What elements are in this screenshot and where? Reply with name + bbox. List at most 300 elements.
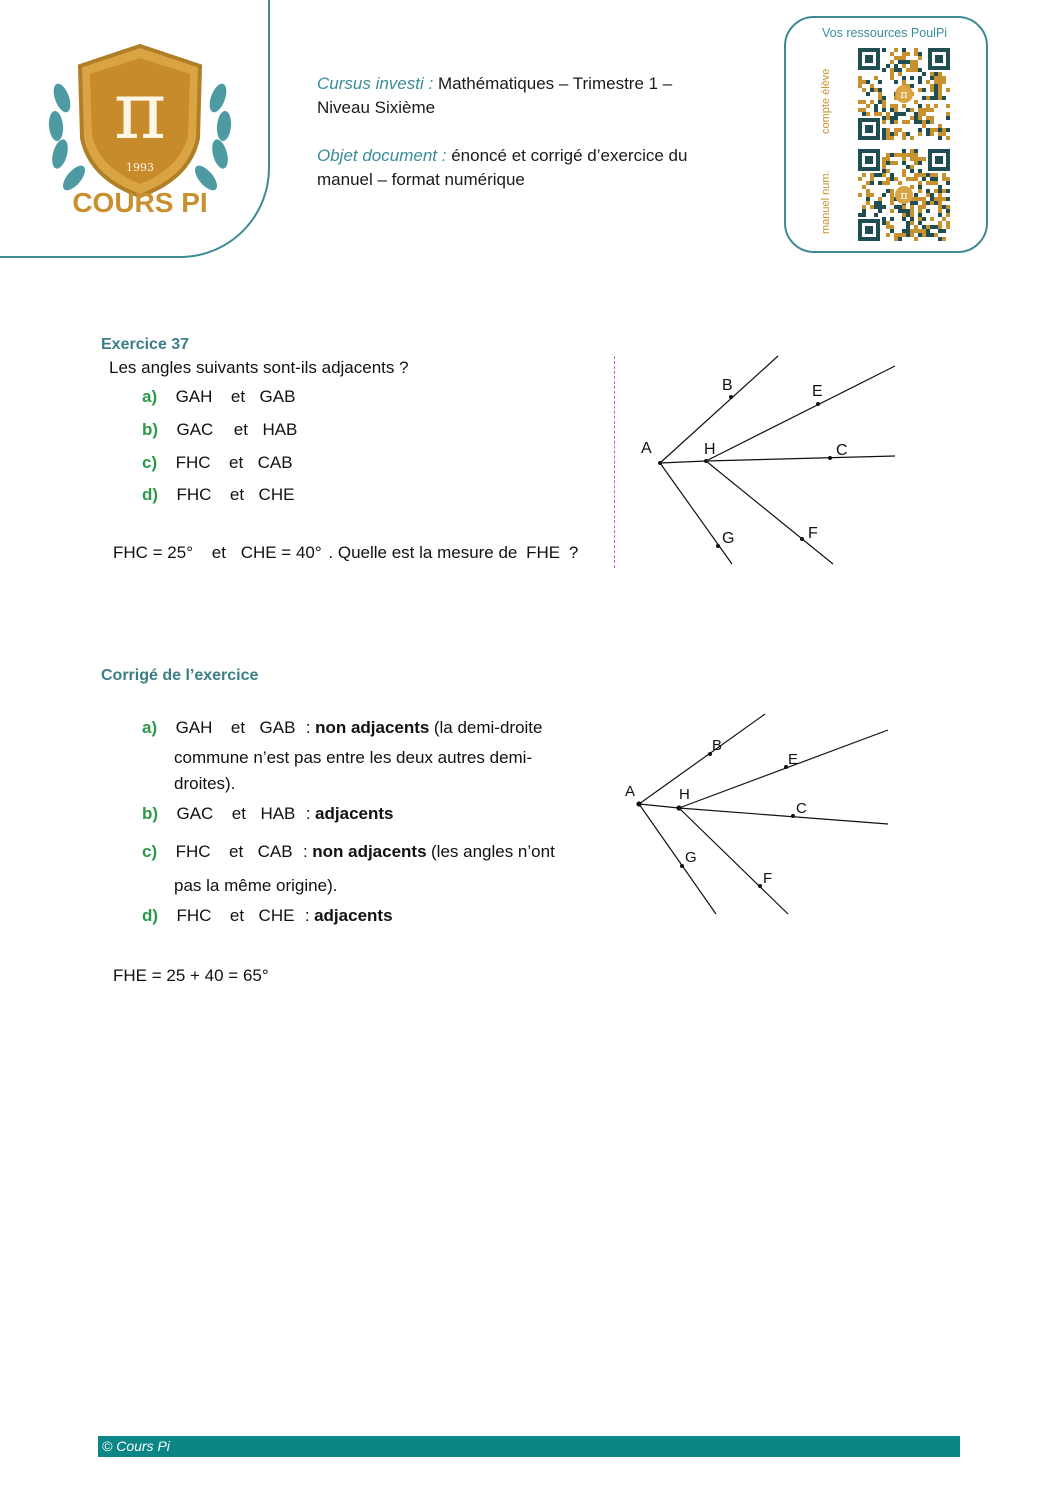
qr-module <box>930 217 934 221</box>
angle-left: GAC <box>176 420 214 439</box>
qr-module <box>910 60 914 64</box>
qr-module <box>930 181 934 185</box>
qr-module <box>946 128 950 132</box>
angle-left: FHC <box>175 453 211 472</box>
qr-module <box>910 221 914 225</box>
qr-module <box>890 52 894 56</box>
qr-module <box>866 189 870 193</box>
qr-module <box>914 48 918 52</box>
qr-module <box>894 205 898 209</box>
verdict: adjacents <box>314 906 393 925</box>
qr-module <box>934 80 938 84</box>
qr-module <box>890 189 894 193</box>
qr-code-student[interactable] <box>858 48 950 140</box>
qr-module <box>926 96 930 100</box>
svg-text:π: π <box>900 88 908 101</box>
question-d <box>142 485 294 505</box>
qr-module <box>930 193 934 197</box>
qr-module <box>942 76 946 80</box>
qr-module <box>878 197 882 201</box>
conjunction: et <box>231 804 246 823</box>
point-e <box>816 402 820 406</box>
angle-left: FHC <box>175 842 211 861</box>
qr-label-student: compte élève <box>820 68 832 134</box>
qr-module <box>902 161 906 165</box>
qr-module <box>894 128 898 132</box>
qr-module <box>934 181 938 185</box>
qr-module <box>946 213 950 217</box>
qr-module <box>878 92 882 96</box>
label-a: A <box>625 783 636 800</box>
qr-module <box>910 233 914 237</box>
qr-module <box>882 120 886 124</box>
point-a <box>658 461 662 465</box>
qr-module <box>946 88 950 92</box>
qr-module <box>898 153 902 157</box>
qr-module <box>918 173 922 177</box>
qr-module <box>902 153 906 157</box>
qr-module <box>862 108 866 112</box>
question-letter: a) <box>142 387 158 406</box>
qr-module <box>934 96 938 100</box>
qr-module <box>894 108 898 112</box>
qr-module <box>890 225 894 229</box>
qr-module <box>902 120 906 124</box>
qr-module <box>918 205 922 209</box>
qr-module <box>926 225 930 229</box>
qr-module <box>946 197 950 201</box>
qr-module <box>918 56 922 60</box>
qr-module <box>914 68 918 72</box>
point-g <box>680 864 684 868</box>
qr-module <box>862 112 866 116</box>
qr-module <box>914 112 918 116</box>
qr-module <box>890 60 894 64</box>
qr-module <box>906 213 910 217</box>
qr-module <box>902 60 906 64</box>
question-mark: ? <box>568 543 579 562</box>
qr-module <box>862 80 866 84</box>
qr-module <box>922 197 926 201</box>
column-divider <box>614 356 615 568</box>
qr-module <box>894 68 898 72</box>
qr-module <box>914 197 918 201</box>
qr-module <box>918 120 922 124</box>
angle-right: HAB <box>262 420 298 439</box>
qr-module <box>886 161 890 165</box>
qr-module <box>910 149 914 153</box>
qr-module <box>866 201 870 205</box>
qr-module <box>910 213 914 217</box>
angle-left: FHC <box>176 906 212 925</box>
qr-module <box>942 173 946 177</box>
qr-module <box>930 88 934 92</box>
qr-module <box>918 189 922 193</box>
qr-module <box>866 104 870 108</box>
question-letter: d) <box>142 485 159 504</box>
qr-module <box>946 112 950 116</box>
footer-bar <box>98 1436 960 1457</box>
qr-module <box>914 225 918 229</box>
point-a <box>636 801 641 806</box>
ray-ab <box>660 356 778 463</box>
explanation: (les angles n’ont <box>431 842 555 861</box>
qr-module <box>902 76 906 80</box>
segment-ah <box>639 804 679 808</box>
qr-module <box>914 52 918 56</box>
qr-module <box>910 229 914 233</box>
qr-module <box>918 157 922 161</box>
qr-code-manual[interactable] <box>858 149 950 241</box>
question-letter: c) <box>142 453 158 472</box>
qr-module <box>946 225 950 229</box>
target-angle: FHE <box>526 543 561 562</box>
qr-module <box>890 76 894 80</box>
qr-module <box>886 128 890 132</box>
qr-module <box>886 189 890 193</box>
qr-module <box>894 132 898 136</box>
qr-module <box>914 201 918 205</box>
svg-text:1993: 1993 <box>126 161 154 174</box>
qr-module <box>930 116 934 120</box>
qr-module <box>902 112 906 116</box>
qr-module <box>918 229 922 233</box>
qr-module <box>914 193 918 197</box>
qr-module <box>918 132 922 136</box>
qr-module <box>946 221 950 225</box>
qr-module <box>870 193 874 197</box>
qr-module <box>890 177 894 181</box>
qr-module <box>938 136 942 140</box>
answer-c-line2: pas la même origine). <box>174 876 338 895</box>
qr-module <box>930 177 934 181</box>
qr-module <box>910 136 914 140</box>
qr-module <box>878 88 882 92</box>
qr-module <box>858 84 862 88</box>
qr-module <box>870 100 874 104</box>
qr-module <box>906 229 910 233</box>
svg-text:π: π <box>900 189 908 202</box>
qr-module <box>886 153 890 157</box>
qr-module <box>858 193 862 197</box>
objet-info <box>317 144 737 192</box>
point-c <box>791 814 795 818</box>
qr-module <box>902 233 906 237</box>
qr-module <box>922 72 926 76</box>
ray-ag <box>660 463 735 564</box>
qr-label-manual: manuel num. <box>820 170 832 234</box>
qr-module <box>918 52 922 56</box>
qr-module <box>886 136 890 140</box>
qr-module <box>918 169 922 173</box>
point-h <box>676 805 681 810</box>
qr-module <box>862 209 866 213</box>
qr-module <box>886 132 890 136</box>
qr-module <box>938 124 942 128</box>
qr-module <box>934 84 938 88</box>
separator: : <box>305 718 311 737</box>
qr-module <box>930 197 934 201</box>
qr-module <box>894 48 898 52</box>
qr-module <box>858 100 862 104</box>
qr-module <box>902 80 906 84</box>
qr-module <box>866 80 870 84</box>
qr-module <box>862 205 866 209</box>
qr-module <box>930 76 934 80</box>
qr-module <box>858 213 862 217</box>
label-f: F <box>763 870 773 887</box>
qr-module <box>934 88 938 92</box>
qr-module <box>898 60 902 64</box>
qr-module <box>934 72 938 76</box>
qr-module <box>918 108 922 112</box>
qr-module <box>922 124 926 128</box>
qr-module <box>906 52 910 56</box>
qr-module <box>918 217 922 221</box>
qr-module <box>910 157 914 161</box>
qr-module <box>898 205 902 209</box>
qr-module <box>890 161 894 165</box>
angle-right: GAB <box>259 387 296 406</box>
qr-module <box>894 233 898 237</box>
qr-module <box>898 112 902 116</box>
qr-module <box>946 116 950 120</box>
angle-right: CHE <box>258 485 295 504</box>
qr-module <box>918 213 922 217</box>
qr-module <box>898 181 902 185</box>
qr-module <box>910 116 914 120</box>
ray-hc <box>679 808 888 824</box>
qr-module <box>922 233 926 237</box>
qr-module <box>930 233 934 237</box>
qr-module <box>942 128 946 132</box>
qr-module <box>878 173 882 177</box>
qr-module <box>882 48 886 52</box>
qr-module <box>914 149 918 153</box>
qr-module <box>874 173 878 177</box>
qr-module <box>910 76 914 80</box>
footer-copyright: © Cours Pi <box>102 1438 170 1454</box>
qr-module <box>918 233 922 237</box>
conjunction: et <box>211 543 226 562</box>
qr-module <box>882 116 886 120</box>
qr-module <box>938 132 942 136</box>
qr-module <box>914 237 918 241</box>
qr-module <box>862 88 866 92</box>
qr-module <box>902 56 906 60</box>
svg-text:π: π <box>113 64 167 157</box>
qr-module <box>918 221 922 225</box>
qr-module <box>926 132 930 136</box>
qr-module <box>938 193 942 197</box>
qr-module <box>878 112 882 116</box>
qr-module <box>922 96 926 100</box>
label-c: C <box>796 800 807 817</box>
qr-module <box>910 205 914 209</box>
qr-module <box>942 96 946 100</box>
question-text: . Quelle est la mesure de <box>328 543 518 562</box>
qr-module <box>918 88 922 92</box>
qr-module <box>906 221 910 225</box>
qr-module <box>930 128 934 132</box>
label-c: C <box>836 442 848 459</box>
answer-c <box>142 842 592 862</box>
label-b: B <box>722 377 733 394</box>
qr-module <box>942 217 946 221</box>
qr-module <box>890 108 894 112</box>
qr-module <box>898 237 902 241</box>
qr-module <box>882 104 886 108</box>
ray-hc <box>706 456 895 461</box>
qr-module <box>910 153 914 157</box>
qr-module <box>902 213 906 217</box>
qr-module <box>910 217 914 221</box>
qr-module <box>882 221 886 225</box>
qr-module <box>922 173 926 177</box>
qr-module <box>886 181 890 185</box>
qr-module <box>946 189 950 193</box>
objet-value-1: énoncé et corrigé d’exercice du <box>451 146 688 165</box>
qr-module <box>926 116 930 120</box>
given-angle-fhc: FHC = 25° <box>113 543 194 562</box>
cursus-label: Cursus investi : <box>317 74 434 93</box>
answer-a-line2: commune n’est pas entre les deux autres demi- <box>174 748 533 767</box>
qr-module <box>870 177 874 181</box>
qr-module <box>870 84 874 88</box>
conjunction: et <box>228 842 244 861</box>
qr-module <box>930 225 934 229</box>
qr-module <box>902 136 906 140</box>
qr-module <box>934 189 938 193</box>
ray-he <box>706 366 895 461</box>
label-e: E <box>812 383 823 400</box>
qr-module <box>942 189 946 193</box>
qr-module <box>918 80 922 84</box>
qr-module <box>942 132 946 136</box>
qr-module <box>922 201 926 205</box>
qr-module <box>918 161 922 165</box>
qr-module <box>882 193 886 197</box>
angle-left: FHC <box>176 485 212 504</box>
qr-module <box>918 209 922 213</box>
qr-module <box>890 136 894 140</box>
qr-module <box>862 185 866 189</box>
qr-module <box>890 68 894 72</box>
qr-module <box>886 64 890 68</box>
qr-module <box>870 205 874 209</box>
qr-module <box>866 197 870 201</box>
qr-module <box>938 213 942 217</box>
answer-letter: b) <box>142 804 159 823</box>
qr-module <box>934 233 938 237</box>
qr-module <box>938 225 942 229</box>
qr-module <box>858 80 862 84</box>
point-b <box>729 395 733 399</box>
qr-module <box>914 100 918 104</box>
qr-module <box>930 84 934 88</box>
qr-module <box>914 153 918 157</box>
qr-module <box>902 157 906 161</box>
qr-module <box>934 76 938 80</box>
qr-module <box>882 169 886 173</box>
qr-module <box>942 205 946 209</box>
qr-module <box>910 201 914 205</box>
label-a: A <box>641 440 652 457</box>
question-c <box>142 453 293 473</box>
angle-left: GAH <box>175 387 213 406</box>
qr-module <box>898 56 902 60</box>
qr-module <box>930 108 934 112</box>
qr-module <box>918 128 922 132</box>
qr-module <box>902 149 906 153</box>
qr-module <box>926 201 930 205</box>
qr-module <box>878 80 882 84</box>
qr-module <box>906 68 910 72</box>
qr-module <box>906 165 910 169</box>
qr-module <box>898 72 902 76</box>
qr-module <box>870 173 874 177</box>
qr-module <box>882 205 886 209</box>
qr-module <box>882 181 886 185</box>
qr-module <box>866 112 870 116</box>
qr-module <box>886 177 890 181</box>
qr-module <box>894 104 898 108</box>
qr-module <box>922 225 926 229</box>
answer-letter: c) <box>142 842 158 861</box>
verdict: non adjacents <box>312 842 427 861</box>
answer-letter: a) <box>142 718 158 737</box>
qr-module <box>938 84 942 88</box>
answer-letter: d) <box>142 906 159 925</box>
qr-module <box>934 201 938 205</box>
cours-pi-logo <box>40 38 240 223</box>
svg-text:COURS PI: COURS PI <box>72 187 208 218</box>
qr-module <box>902 229 906 233</box>
qr-module <box>890 153 894 157</box>
qr-module <box>926 229 930 233</box>
qr-module <box>886 157 890 161</box>
qr-module <box>886 233 890 237</box>
qr-module <box>874 108 878 112</box>
qr-module <box>922 229 926 233</box>
angle-right: GAB <box>259 718 296 737</box>
label-f: F <box>808 525 818 542</box>
answer-b <box>142 804 393 824</box>
angle-right: CHE <box>258 906 295 925</box>
segment-ah <box>660 461 706 463</box>
qr-module <box>942 177 946 181</box>
qr-module <box>866 181 870 185</box>
point-f <box>800 537 804 541</box>
qr-module <box>922 120 926 124</box>
qr-module <box>910 108 914 112</box>
qr-module <box>918 116 922 120</box>
qr-module <box>894 112 898 116</box>
qr-module <box>902 104 906 108</box>
qr-module <box>882 96 886 100</box>
question-b <box>142 420 297 440</box>
qr-module <box>934 92 938 96</box>
objet-label: Objet document : <box>317 146 447 165</box>
qr-module <box>882 165 886 169</box>
qr-module <box>902 132 906 136</box>
separator: : <box>304 906 310 925</box>
answer-d <box>142 906 393 926</box>
qr-module <box>870 88 874 92</box>
qr-module <box>906 60 910 64</box>
qr-module <box>902 205 906 209</box>
qr-module <box>934 104 938 108</box>
